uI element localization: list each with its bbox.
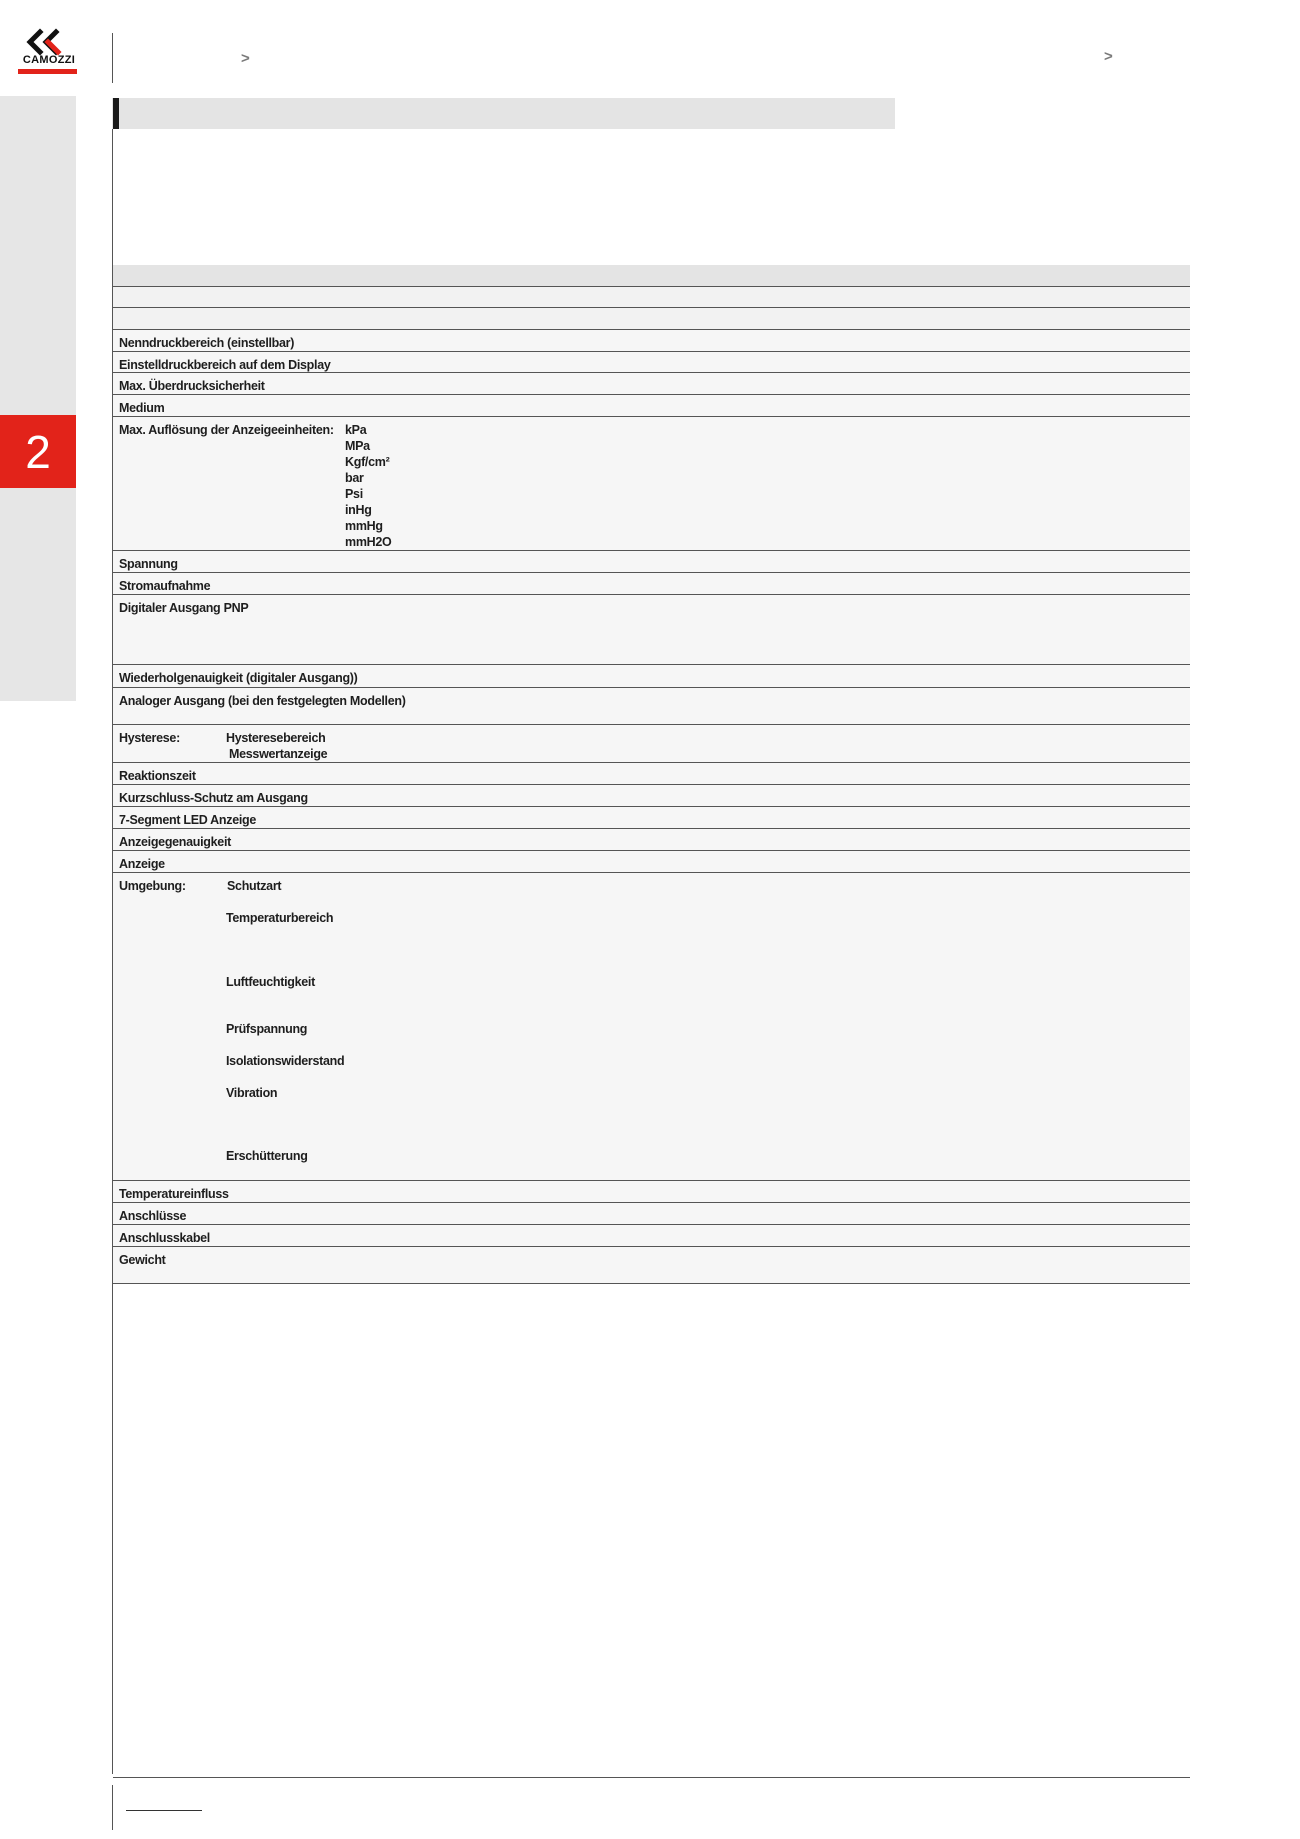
section-title-marker bbox=[113, 98, 119, 129]
breadcrumb-separator-icon: > bbox=[241, 50, 250, 67]
unit-label: bar bbox=[345, 471, 364, 485]
unit-label: mmH2O bbox=[345, 535, 392, 549]
sub-label: Erschütterung bbox=[226, 1149, 308, 1163]
footer-divider bbox=[112, 1785, 113, 1830]
row-label: Umgebung: bbox=[119, 879, 186, 893]
sub-label: Schutzart bbox=[227, 879, 282, 893]
row-label: Spannung bbox=[119, 557, 178, 571]
table-row bbox=[113, 829, 1190, 851]
table-row bbox=[113, 725, 1190, 763]
row-label: Temperatureinfluss bbox=[119, 1187, 229, 1201]
row-label: 7-Segment LED Anzeige bbox=[119, 813, 257, 827]
row-label: Einstelldruckbereich auf dem Display bbox=[119, 358, 331, 372]
unit-label: inHg bbox=[345, 503, 372, 517]
table-row bbox=[113, 1225, 1190, 1247]
row-label: Max. Auflösung der Anzeigeeinheiten: bbox=[119, 423, 334, 437]
sub-label: Hysteresebereich bbox=[226, 731, 326, 745]
row-label: Stromaufnahme bbox=[119, 579, 211, 593]
table-row-empty bbox=[113, 308, 1190, 329]
row-label: Wiederholgenauigkeit (digitaler Ausgang)) bbox=[119, 671, 358, 685]
section-title-bar bbox=[112, 98, 895, 129]
sub-label: Messwertanzeige bbox=[229, 747, 328, 761]
row-label: Anschlüsse bbox=[119, 1209, 187, 1223]
header-divider bbox=[112, 33, 113, 83]
logo-wordmark: CAMOZZI bbox=[22, 54, 76, 66]
sub-label: Temperaturbereich bbox=[226, 911, 334, 925]
row-label: Hysterese: bbox=[119, 731, 180, 745]
chapter-sidebar bbox=[0, 96, 76, 701]
unit-label: Kgf/cm² bbox=[345, 455, 390, 469]
table-row bbox=[113, 665, 1190, 688]
table-row bbox=[113, 785, 1190, 807]
row-label: Nenndruckbereich (einstellbar) bbox=[119, 336, 295, 350]
row-label: Anschlusskabel bbox=[119, 1231, 210, 1245]
row-label: Medium bbox=[119, 401, 165, 415]
table-row bbox=[113, 395, 1190, 417]
breadcrumb-separator-icon: > bbox=[1104, 48, 1113, 65]
row-label: Anzeigegenauigkeit bbox=[119, 835, 231, 849]
table-row bbox=[113, 373, 1190, 395]
table-row bbox=[113, 573, 1190, 595]
row-label: Analoger Ausgang (bei den festgelegten Modellen) bbox=[119, 694, 406, 708]
unit-label: kPa bbox=[345, 423, 367, 437]
table-row bbox=[113, 1203, 1190, 1225]
table-row-empty bbox=[113, 287, 1190, 307]
logo-accent-bar bbox=[18, 69, 77, 74]
table-row bbox=[113, 595, 1190, 665]
chapter-number: 2 bbox=[25, 425, 51, 478]
sub-label: Luftfeuchtigkeit bbox=[226, 975, 315, 989]
table-row bbox=[113, 1181, 1190, 1203]
sub-label: Prüfspannung bbox=[226, 1022, 308, 1036]
sub-label: Vibration bbox=[226, 1086, 278, 1100]
table-row bbox=[113, 417, 1190, 551]
table-row bbox=[113, 352, 1190, 373]
table-row bbox=[113, 807, 1190, 829]
row-label: Max. Überdrucksicherheit bbox=[119, 379, 265, 393]
unit-label: MPa bbox=[345, 439, 370, 453]
sub-label: Isolationswiderstand bbox=[226, 1054, 345, 1068]
table-row bbox=[113, 330, 1190, 352]
row-label: Gewicht bbox=[119, 1253, 166, 1267]
spec-table-header bbox=[113, 265, 1190, 286]
unit-label: mmHg bbox=[345, 519, 383, 533]
table-row bbox=[113, 1247, 1190, 1284]
footer-rule bbox=[113, 1777, 1190, 1778]
unit-label: Psi bbox=[345, 487, 363, 501]
table-row bbox=[113, 763, 1190, 785]
row-label: Anzeige bbox=[119, 857, 165, 871]
table-row bbox=[113, 873, 1190, 1181]
row-label: Digitaler Ausgang PNP bbox=[119, 601, 249, 615]
table-row bbox=[113, 688, 1190, 725]
page-number-rule bbox=[126, 1810, 202, 1811]
row-label: Kurzschluss-Schutz am Ausgang bbox=[119, 791, 308, 805]
table-row bbox=[113, 851, 1190, 873]
table-row bbox=[113, 551, 1190, 573]
row-label: Reaktionszeit bbox=[119, 769, 196, 783]
